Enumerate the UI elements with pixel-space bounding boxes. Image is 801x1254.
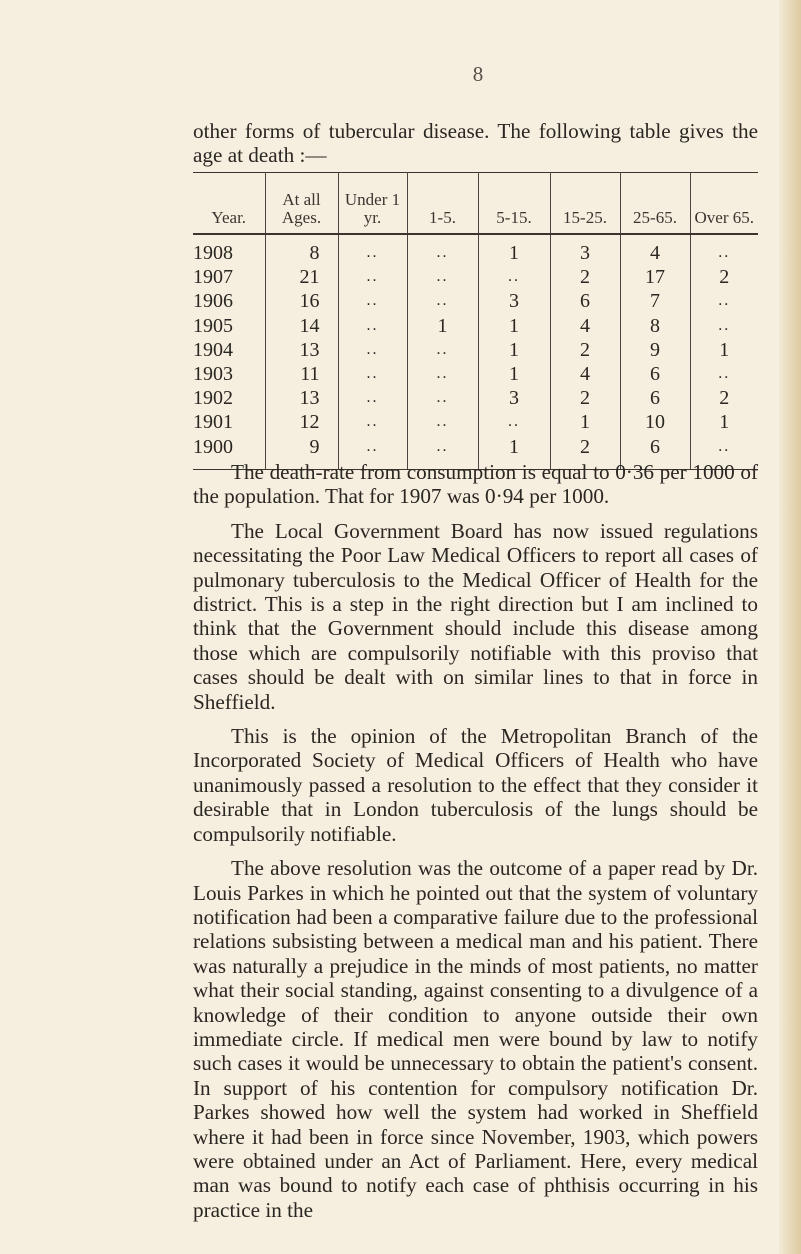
cell-over-65: 1 [690,338,758,362]
table-row [193,314,758,338]
cell-over-65: .. [690,289,758,313]
cell-year: 1905 [193,314,233,337]
header-15-25: 15-25. [550,173,620,235]
cell-all-ages: 14 [265,314,338,338]
cell-15-25: 4 [550,314,620,338]
cell-under-1: .. [338,234,407,265]
intro-paragraph [193,119,758,168]
cell-under-1: .. [338,289,407,313]
cell-under-1: .. [338,435,407,469]
cell-under-1: .. [338,362,407,386]
paragraph-lgb-regulations: The Local Government Board has now issued regulations necessitating the Poor Law Medical Officers to report all cases of pulmonary tuberculosis to the Medical Officer of Health for the district. This is a step in the right direction but I am inclined to think that the Government should include this disease among those which are compulsorily notifiable with this proviso that cases should be dealt with on similar lines to that in force in Sheffield. [193,518,758,714]
cell-year: 1904 [193,338,233,361]
header-5-15: 5-15. [478,173,550,235]
table-row [193,362,758,386]
cell-5-15: 1 [478,314,550,338]
cell-1-5: .. [407,386,478,410]
cell-under-1: .. [338,410,407,434]
header-under-1: Under 1 yr. [338,173,407,235]
cell-15-25: 6 [550,289,620,313]
cell-1-5: .. [407,234,478,265]
cell-1-5: .. [407,362,478,386]
cell-over-65: .. [690,314,758,338]
cell-15-25: 2 [550,435,620,469]
age-table [193,172,758,469]
header-all-ages: At all Ages. [265,173,338,235]
cell-under-1: .. [338,338,407,362]
cell-25-65: 10 [620,410,690,434]
cell-year: 1907 [193,266,233,289]
table-header-row [193,173,758,235]
cell-15-25: 2 [550,386,620,410]
cell-5-15: 3 [478,289,550,313]
header-year: Year. [193,173,265,235]
page-edge-shadow [779,0,801,1254]
cell-year: 1900 [193,435,233,458]
table-row [193,410,758,434]
cell-5-15: 1 [478,338,550,362]
cell-15-25: 3 [550,234,620,265]
cell-all-ages: 16 [265,289,338,313]
cell-under-1: .. [338,314,407,338]
cell-over-65: .. [690,234,758,265]
cell-5-15: 1 [478,435,550,469]
cell-all-ages: 13 [265,386,338,410]
table-row [193,234,758,265]
paragraph-death-rate: The death-rate from consumption is equal to 0·36 per 1000 of the population. That for 1907 was 0·94 per 1000. [193,460,758,509]
age-at-death-table [193,172,758,470]
cell-1-5: .. [407,338,478,362]
cell-15-25: 2 [550,265,620,289]
cell-all-ages: 9 [265,435,338,469]
cell-25-65: 6 [620,362,690,386]
cell-all-ages: 8 [265,234,338,265]
table-row [193,289,758,313]
cell-over-65: .. [690,362,758,386]
cell-25-65: 9 [620,338,690,362]
intro-text: other forms of tubercular disease. The following table gives the age at death :— [193,119,758,168]
cell-all-ages: 21 [265,265,338,289]
cell-year: 1902 [193,387,233,410]
cell-over-65: .. [690,435,758,469]
cell-25-65: 6 [620,435,690,469]
table-row [193,386,758,410]
cell-15-25: 1 [550,410,620,434]
cell-under-1: .. [338,386,407,410]
body-text [193,460,758,1232]
cell-over-65: 2 [690,386,758,410]
paragraph-parkes-resolution: The above resolution was the outcome of a paper read by Dr. Louis Parkes in which he pointed out that the system of voluntary notification had been a comparative failure due to the professional relations subsisting between a medical man and his patient. There was naturally a prejudice in the minds of most patients, no matter what their social standing, against consenting to a divulgence of a knowledge of their condition to anyone outside their own immediate circle. If medical men were bound by law to notify such cases it would be unnecessary to obtain the patient's consent. In support of his contention for compulsory notification Dr. Parkes showed how well the system had worked in Sheffield where it had been in force since November, 1903, which powers were obtained under an Act of Parliament. Here, every medical man was bound to notify each case of phthisis occurring in his practice in the [193,856,758,1222]
header-1-5: 1-5. [407,173,478,235]
cell-25-65: 17 [620,265,690,289]
cell-5-15: 1 [478,234,550,265]
table-row [193,338,758,362]
cell-1-5: .. [407,435,478,469]
cell-under-1: .. [338,265,407,289]
cell-all-ages: 13 [265,338,338,362]
cell-25-65: 4 [620,234,690,265]
cell-25-65: 7 [620,289,690,313]
paragraph-metropolitan-branch: This is the opinion of the Metropolitan Branch of the Incorporated Society of Medical Officers of Health who have unanimously passed a resolution to the effect that they consider it desirable that in London tuberculosis of the lungs should be compulsorily notifiable. [193,724,758,846]
cell-all-ages: 12 [265,410,338,434]
cell-over-65: 2 [690,265,758,289]
cell-15-25: 4 [550,362,620,386]
cell-year: 1901 [193,411,233,434]
cell-year: 1906 [193,290,233,313]
cell-over-65: 1 [690,410,758,434]
cell-1-5: .. [407,265,478,289]
cell-5-15: 1 [478,362,550,386]
cell-1-5: .. [407,289,478,313]
cell-year: 1908 [193,242,233,265]
cell-year: 1903 [193,363,233,386]
cell-1-5: .. [407,410,478,434]
cell-all-ages: 11 [265,362,338,386]
header-25-65: 25-65. [620,173,690,235]
cell-25-65: 6 [620,386,690,410]
table-row [193,265,758,289]
cell-15-25: 2 [550,338,620,362]
cell-25-65: 8 [620,314,690,338]
header-over-65: Over 65. [690,173,758,235]
page-number: 8 [472,62,484,86]
cell-5-15: .. [478,410,550,434]
cell-5-15: .. [478,265,550,289]
cell-1-5: 1 [407,314,478,338]
cell-5-15: 3 [478,386,550,410]
